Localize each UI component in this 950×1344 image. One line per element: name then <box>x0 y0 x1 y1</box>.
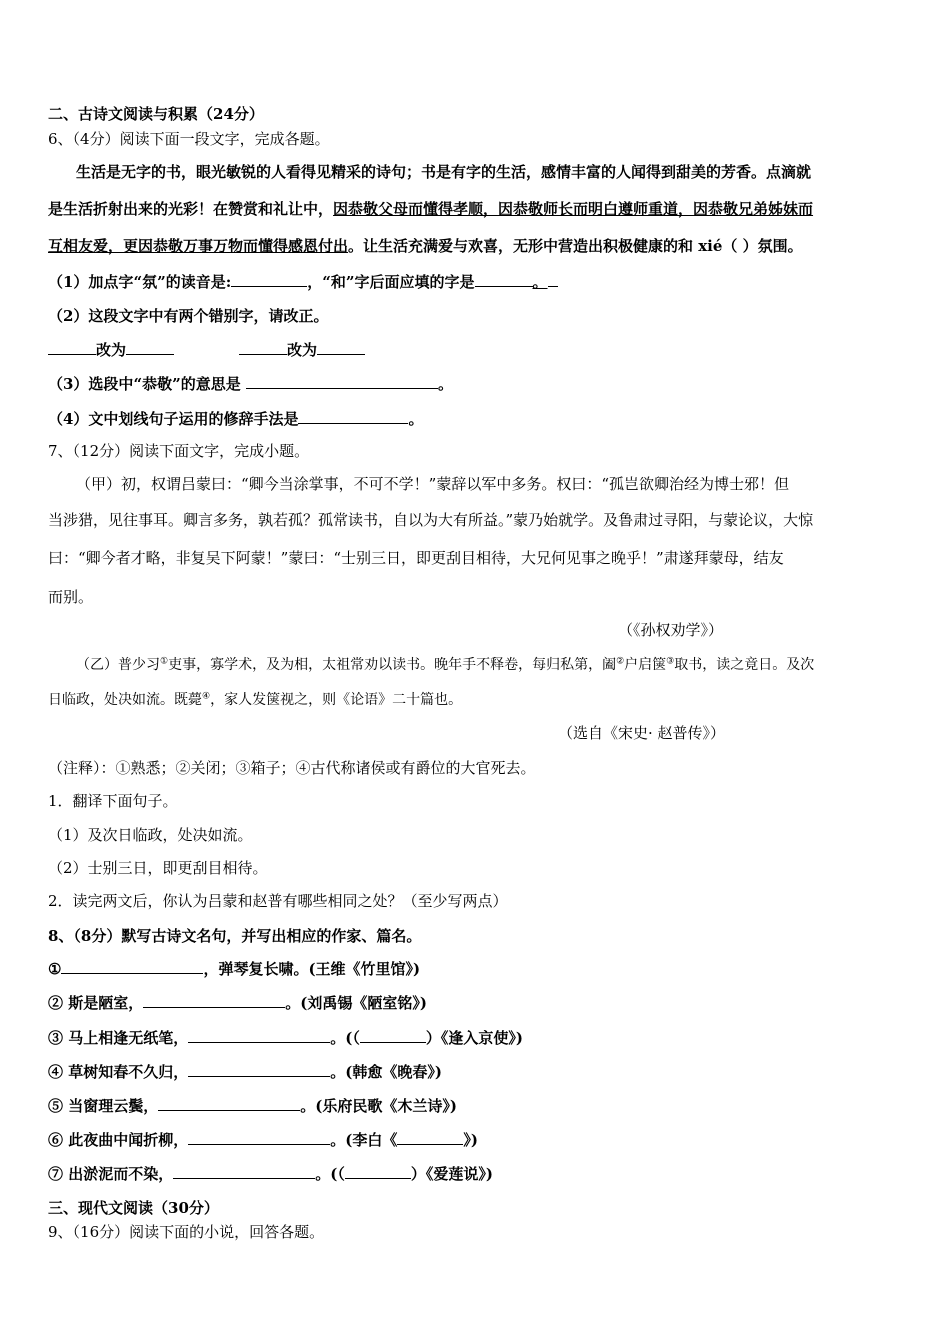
item-text: ③ 马上相逢无纸笔， <box>48 1029 189 1047</box>
underlined-sentence: 因恭敬父母而懂得孝顺，因恭敬师长而明白遵师重道， <box>333 200 694 218</box>
passage-source: （《孙权劝学》） <box>618 621 724 639</box>
answer-blank[interactable] <box>188 1062 330 1077</box>
footnote-marker: ① <box>160 656 169 667</box>
recitation-item <box>48 1164 493 1184</box>
passage-text: 。让生活充满爱与欢喜，无形中营造出积极健康的和 xié（ ）氛围。 <box>348 237 803 255</box>
passage-line <box>76 655 814 675</box>
item-text: 。(李白《 <box>330 1131 398 1149</box>
passage-line: 曰：“卿今者才略，非复吴下阿蒙！”蒙曰：“士别三日，即更刮目相待，大兄何见事之晚乎！”肃遂拜蒙母，结友 <box>48 549 784 567</box>
question-header: 8、（8分）默写古诗文名句，并写出相应的作家、篇名。 <box>48 927 422 945</box>
item-text: ① <box>48 960 62 978</box>
answer-blank[interactable] <box>360 1028 426 1043</box>
footnote-marker: ④ <box>202 691 211 702</box>
sub-question: （2）这段文字中有两个错别字，请改正。 <box>48 307 329 325</box>
sub-question <box>48 409 423 429</box>
passage-line <box>48 236 803 256</box>
passage-text: 取书，读之竟日。及次 <box>674 657 815 673</box>
passage-line <box>48 690 462 710</box>
recitation-item <box>48 1028 523 1048</box>
section-title: 三、现代文阅读（30分） <box>48 1199 219 1217</box>
answer-blank[interactable] <box>126 340 174 355</box>
item-text: ④ 草树知春不久归， <box>48 1063 189 1081</box>
passage-source: （选自《宋史· 赵普传》） <box>558 724 726 742</box>
passage-line: 而别。 <box>48 588 94 606</box>
footnote-marker: ③ <box>666 656 675 667</box>
answer-blank[interactable] <box>61 959 203 974</box>
recitation-item <box>48 1130 478 1150</box>
item-text: ⑤ 当窗理云鬓， <box>48 1097 159 1115</box>
passage-text: ，家人发箧视之，则《论语》二十篇也。 <box>210 692 463 708</box>
task-item: （2）士别三日，即更刮目相待。 <box>48 859 268 877</box>
item-text: 。(刘禹锡《陋室铭》) <box>285 994 427 1012</box>
passage-line: 当涉猎，见往事耳。卿言多务，孰若孤？孤常读书，自以为大有所益。”蒙乃始就学。及鲁肃过寻阳，与蒙论议，大惊 <box>48 511 814 529</box>
item-text: ，弹琴复长啸。(王维《竹里馆》) <box>203 960 421 978</box>
recitation-item <box>48 1062 442 1082</box>
answer-blank[interactable] <box>317 340 365 355</box>
answer-blank[interactable] <box>231 272 307 287</box>
question-header: 9、（16分）阅读下面的小说，回答各题。 <box>48 1223 325 1241</box>
correction-row <box>239 340 365 360</box>
recitation-item <box>48 1096 457 1116</box>
answer-blank[interactable] <box>246 374 438 389</box>
passage-text: 吏事，寡学术，及为相，太祖常劝以读书。晚年手不释卷，每归私第，阖 <box>168 657 617 673</box>
task: 1．翻译下面句子。 <box>48 792 178 810</box>
item-text: 。(韩愈《晚春》) <box>330 1063 442 1081</box>
answer-blank[interactable] <box>158 1096 300 1111</box>
recitation-item <box>48 993 427 1013</box>
correction-label: 改为 <box>96 341 127 359</box>
item-text: ）《爱莲说》) <box>410 1165 493 1183</box>
answer-blank[interactable] <box>475 272 533 287</box>
question-header: 6、（4分）阅读下面一段文字，完成各题。 <box>48 130 330 148</box>
underlined-sentence: 互相友爱，更因恭敬万事万物而懂得感恩付出 <box>48 237 349 255</box>
answer-blank[interactable] <box>143 993 285 1008</box>
correction-label: 改为 <box>287 341 318 359</box>
item-text: ）《逢入京使》) <box>425 1029 523 1047</box>
answer-blank[interactable] <box>173 1164 315 1179</box>
sub-question <box>48 272 558 292</box>
recitation-item <box>48 959 420 979</box>
sub-question-text: （1）加点字“氛”的读音是: <box>48 273 232 291</box>
answer-blank[interactable] <box>345 1164 411 1179</box>
item-text: 》) <box>463 1131 478 1149</box>
question-header: 7、（12分）阅读下面文字，完成小题。 <box>48 442 310 460</box>
footnote-marker: ② <box>616 656 625 667</box>
answer-blank[interactable] <box>239 340 287 355</box>
correction-row <box>48 340 174 360</box>
sub-question-text: ，“和”字后面应填的字是 <box>307 273 475 291</box>
answer-blank[interactable] <box>48 340 96 355</box>
item-text: ② 斯是陋室， <box>48 994 144 1012</box>
answer-blank[interactable] <box>548 272 558 287</box>
sub-question-text: 。 <box>437 375 453 393</box>
section-title: 二、古诗文阅读与积累（24分） <box>48 105 264 123</box>
sub-question-text: 。 <box>408 410 424 428</box>
passage-text: 是生活折射出来的光彩！在赞赏和礼让中， <box>48 200 334 218</box>
item-text: 。(乐府民歌《木兰诗》) <box>300 1097 457 1115</box>
passage-line: 生活是无字的书，眼光敏锐的人看得见精采的诗句；书是有字的生活，感情丰富的人闻得到甜美的芳香。点滴就 <box>76 163 812 181</box>
passage-text: 户启箧 <box>624 657 667 673</box>
sub-question-text: （3）选段中“恭敬”的意思是 <box>48 375 241 393</box>
underlined-sentence: 因恭敬兄弟姊妹而 <box>693 200 814 218</box>
item-text: ⑥ 此夜曲中闻折柳， <box>48 1131 189 1149</box>
answer-blank[interactable] <box>298 409 408 424</box>
annotations: （注释）：①熟悉；②关闭；③箱子；④古代称诸侯或有爵位的大官死去。 <box>48 759 536 777</box>
sub-question-text: 。 <box>532 273 548 291</box>
sub-question <box>48 374 453 394</box>
answer-blank[interactable] <box>188 1028 330 1043</box>
answer-blank[interactable] <box>188 1130 330 1145</box>
passage-text: （乙）普少习 <box>76 657 160 673</box>
task-item: （1）及次日临政，处决如流。 <box>48 826 253 844</box>
task: 2．读完两文后，你认为吕蒙和赵普有哪些相同之处？（至少写两点） <box>48 892 508 910</box>
answer-blank[interactable] <box>397 1130 463 1145</box>
passage-line <box>48 199 813 219</box>
sub-question-text: （4）文中划线句子运用的修辞手法是 <box>48 410 299 428</box>
item-text: 。(（ <box>330 1029 360 1047</box>
item-text: ⑦ 出淤泥而不染， <box>48 1165 174 1183</box>
item-text: 。(（ <box>315 1165 345 1183</box>
passage-line: （甲）初，权谓吕蒙曰：“卿今当涂掌事，不可不学！”蒙辞以军中多务。权曰：“孤岂欲卿治经为博士邪！但 <box>76 475 790 493</box>
passage-text: 日临政，处决如流。既薨 <box>48 692 202 708</box>
